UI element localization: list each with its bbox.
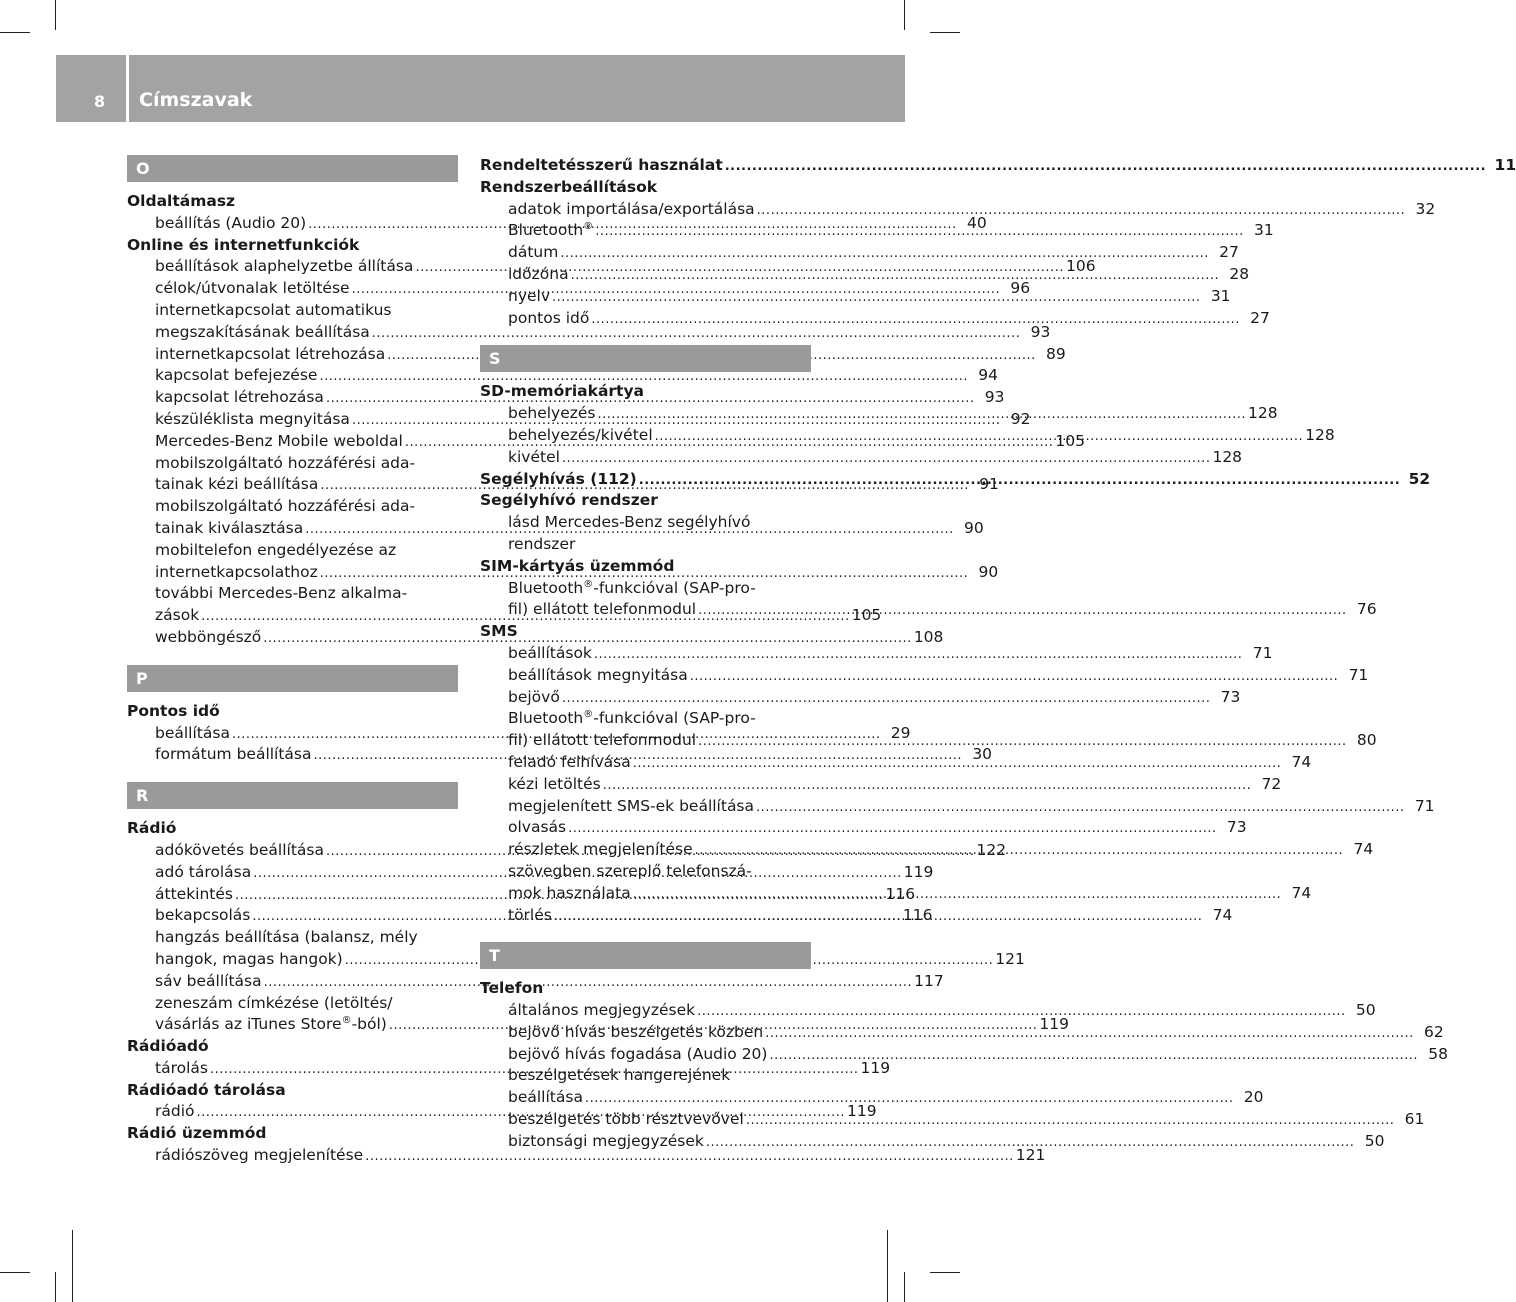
index-entry: bekapcsolás ..... 116 — [155, 905, 458, 927]
index-entry-line: zeneszám címkézése (letöltés/ — [155, 993, 393, 1012]
crop-mark — [904, 1272, 905, 1302]
index-entry: webböngésző ..... 108 — [155, 627, 458, 649]
index-entry: internetkapcsolathoz ..... 90 — [155, 562, 458, 584]
index-entry: törlés ..... 74 — [508, 905, 811, 927]
index-entry-line: szövegben szereplő telefonszá- — [508, 861, 752, 880]
index-entry: Bluetooth® ..... 31 — [508, 220, 811, 242]
crop-mark — [930, 32, 960, 33]
index-entry: pontos idő ..... 27 — [508, 308, 811, 330]
index-entry-line: lásd Mercedes-Benz segélyhívó — [508, 513, 751, 532]
header-divider — [126, 55, 129, 122]
index-entry: tárolás ..... 119 — [155, 1058, 458, 1080]
index-entry: beállítás (Audio 20) ..... 40 — [155, 213, 458, 235]
index-entry: behelyezés/kivétel ..... 128 — [508, 425, 811, 447]
section-letter-p: P — [127, 665, 458, 692]
crop-mark — [887, 1230, 888, 1302]
index-entry: adó tárolása ..... 119 — [155, 862, 458, 884]
index-entry: vásárlás az iTunes Store®-ból) ..... 119 — [155, 1014, 458, 1036]
index-entry: áttekintés ..... 116 — [155, 884, 458, 906]
index-entry: adókövetés beállítása ..... 122 — [155, 840, 458, 862]
index-entry: beállítása ..... 29 — [155, 723, 458, 745]
page-title: Címszavak — [139, 89, 253, 111]
index-entry: részletek megjelenítése ..... 74 — [508, 839, 811, 861]
section-letter-t: T — [480, 942, 811, 969]
index-entry: bejövő ..... 73 — [508, 687, 811, 709]
crop-mark — [930, 1272, 960, 1273]
index-heading: Rádió — [127, 819, 177, 838]
index-entry: hangok, magas hangok) ..... 121 — [155, 949, 458, 971]
index-heading: SD-memóriakártya — [480, 382, 645, 401]
registered-mark: ® — [583, 709, 594, 721]
registered-mark: ® — [341, 1015, 352, 1027]
index-entry-line: mobiltelefon engedélyezése az — [155, 540, 397, 559]
index-entry-line: mobilszolgáltató hozzáférési ada- — [155, 453, 416, 472]
index-entry: beszélgetés több résztvevővel ..... 61 — [508, 1109, 811, 1131]
index-entry: tainak kézi beállítása ..... 91 — [155, 474, 458, 496]
index-heading: Rádió üzemmód — [127, 1124, 267, 1143]
index-entry: készüléklista megnyitása ..... 92 — [155, 409, 458, 431]
index-entry-line: hangzás beállítása (balansz, mély — [155, 928, 418, 947]
crop-mark — [0, 1272, 30, 1273]
index-entry: megszakításának beállítása ..... 93 — [155, 322, 458, 344]
section-letter-r: R — [127, 782, 458, 809]
index-heading: Online és internetfunkciók — [127, 235, 360, 254]
index-entry: nyelv ..... 31 — [508, 286, 811, 308]
index-heading: Rádióadó tárolása — [127, 1080, 286, 1099]
crop-mark — [904, 0, 905, 30]
section-letter-o: O — [127, 155, 458, 182]
index-heading: SIM-kártyás üzemmód — [480, 556, 675, 575]
index-entry: fil) ellátott telefonmodul ..... 76 — [508, 599, 811, 621]
index-entry: olvasás ..... 73 — [508, 817, 811, 839]
index-entry: rádiószöveg megjelenítése ..... 121 — [155, 1145, 458, 1167]
index-entry: célok/útvonalak letöltése ..... 96 — [155, 278, 458, 300]
index-heading: SMS — [480, 622, 518, 641]
section-letter-s: S — [480, 345, 811, 372]
crop-mark — [72, 1230, 73, 1302]
index-entry-line: rendszer — [508, 534, 576, 553]
index-entry: mok használata ..... 74 — [508, 883, 811, 905]
index-heading: Segélyhívás (112) ..... 52 — [480, 469, 811, 491]
index-entry: sáv beállítása ..... 117 — [155, 971, 458, 993]
index-entry: zások ..... 105 — [155, 605, 458, 627]
index-entry: fil) ellátott telefonmodul ..... 80 — [508, 730, 811, 752]
index-entry: bejövő hívás beszélgetés közben ..... 62 — [508, 1022, 811, 1044]
index-entry: dátum ..... 27 — [508, 242, 811, 264]
index-entry: internetkapcsolat létrehozása ..... 89 — [155, 344, 458, 366]
page-number: 8 — [94, 92, 106, 111]
index-entry: bejövő hívás fogadása (Audio 20) ..... 58 — [508, 1044, 811, 1066]
index-heading: Pontos idő — [127, 701, 220, 720]
index-heading: Oldaltámasz — [127, 192, 236, 210]
crop-mark — [0, 32, 30, 33]
crop-mark — [55, 0, 56, 30]
index-entry: rádió ..... 119 — [155, 1101, 458, 1123]
index-entry-line: Bluetooth®-funkcióval (SAP-pro- — [508, 578, 756, 597]
index-entry: kapcsolat befejezése ..... 94 — [155, 365, 458, 387]
index-heading: Rendszerbeállítások — [480, 177, 658, 196]
index-entry-line: beszélgetések hangerejének — [508, 1066, 731, 1085]
registered-mark: ® — [583, 578, 594, 590]
index-entry: tainak kiválasztása ..... 90 — [155, 518, 458, 540]
index-entry: beállítások alaphelyzetbe állítása ..... 106 — [155, 256, 458, 278]
index-entry: kézi letöltés ..... 72 — [508, 774, 811, 796]
index-entry-line: mobilszolgáltató hozzáférési ada- — [155, 497, 416, 516]
index-entry: formátum beállítása ..... 30 — [155, 744, 458, 766]
index-entry: általános megjegyzések ..... 50 — [508, 1000, 811, 1022]
index-entry-line: Bluetooth®-funkcióval (SAP-pro- — [508, 709, 756, 728]
index-heading: Rendeltetésszerű használat ..... 11 — [480, 155, 811, 177]
index-entry: időzóna ..... 28 — [508, 264, 811, 286]
index-entry: kivétel ..... 128 — [508, 447, 811, 469]
registered-mark: ® — [583, 221, 594, 233]
index-entry: behelyezés ..... 128 — [508, 403, 811, 425]
index-entry: adatok importálása/exportálása ..... 32 — [508, 199, 811, 221]
index-entry-line: további Mercedes-Benz alkalma- — [155, 584, 408, 603]
index-entry: beállítása ..... 20 — [508, 1087, 811, 1109]
index-entry: Mercedes-Benz Mobile weboldal ..... 105 — [155, 431, 458, 453]
index-entry-line: internetkapcsolat automatikus — [155, 300, 392, 319]
index-entry: biztonsági megjegyzések ..... 50 — [508, 1131, 811, 1153]
index-heading: Segélyhívó rendszer — [480, 491, 658, 510]
index-entry: megjelenített SMS-ek beállítása ..... 71 — [508, 796, 811, 818]
crop-mark — [55, 1272, 56, 1302]
index-entry: kapcsolat létrehozása ..... 93 — [155, 387, 458, 409]
index-heading: Rádióadó — [127, 1037, 209, 1056]
index-entry: feladó felhívása ..... 74 — [508, 752, 811, 774]
index-heading: Telefon — [480, 979, 544, 998]
index-entry: beállítások megnyitása ..... 71 — [508, 665, 811, 687]
page-header — [56, 55, 905, 122]
index-entry: beállítások ..... 71 — [508, 643, 811, 665]
